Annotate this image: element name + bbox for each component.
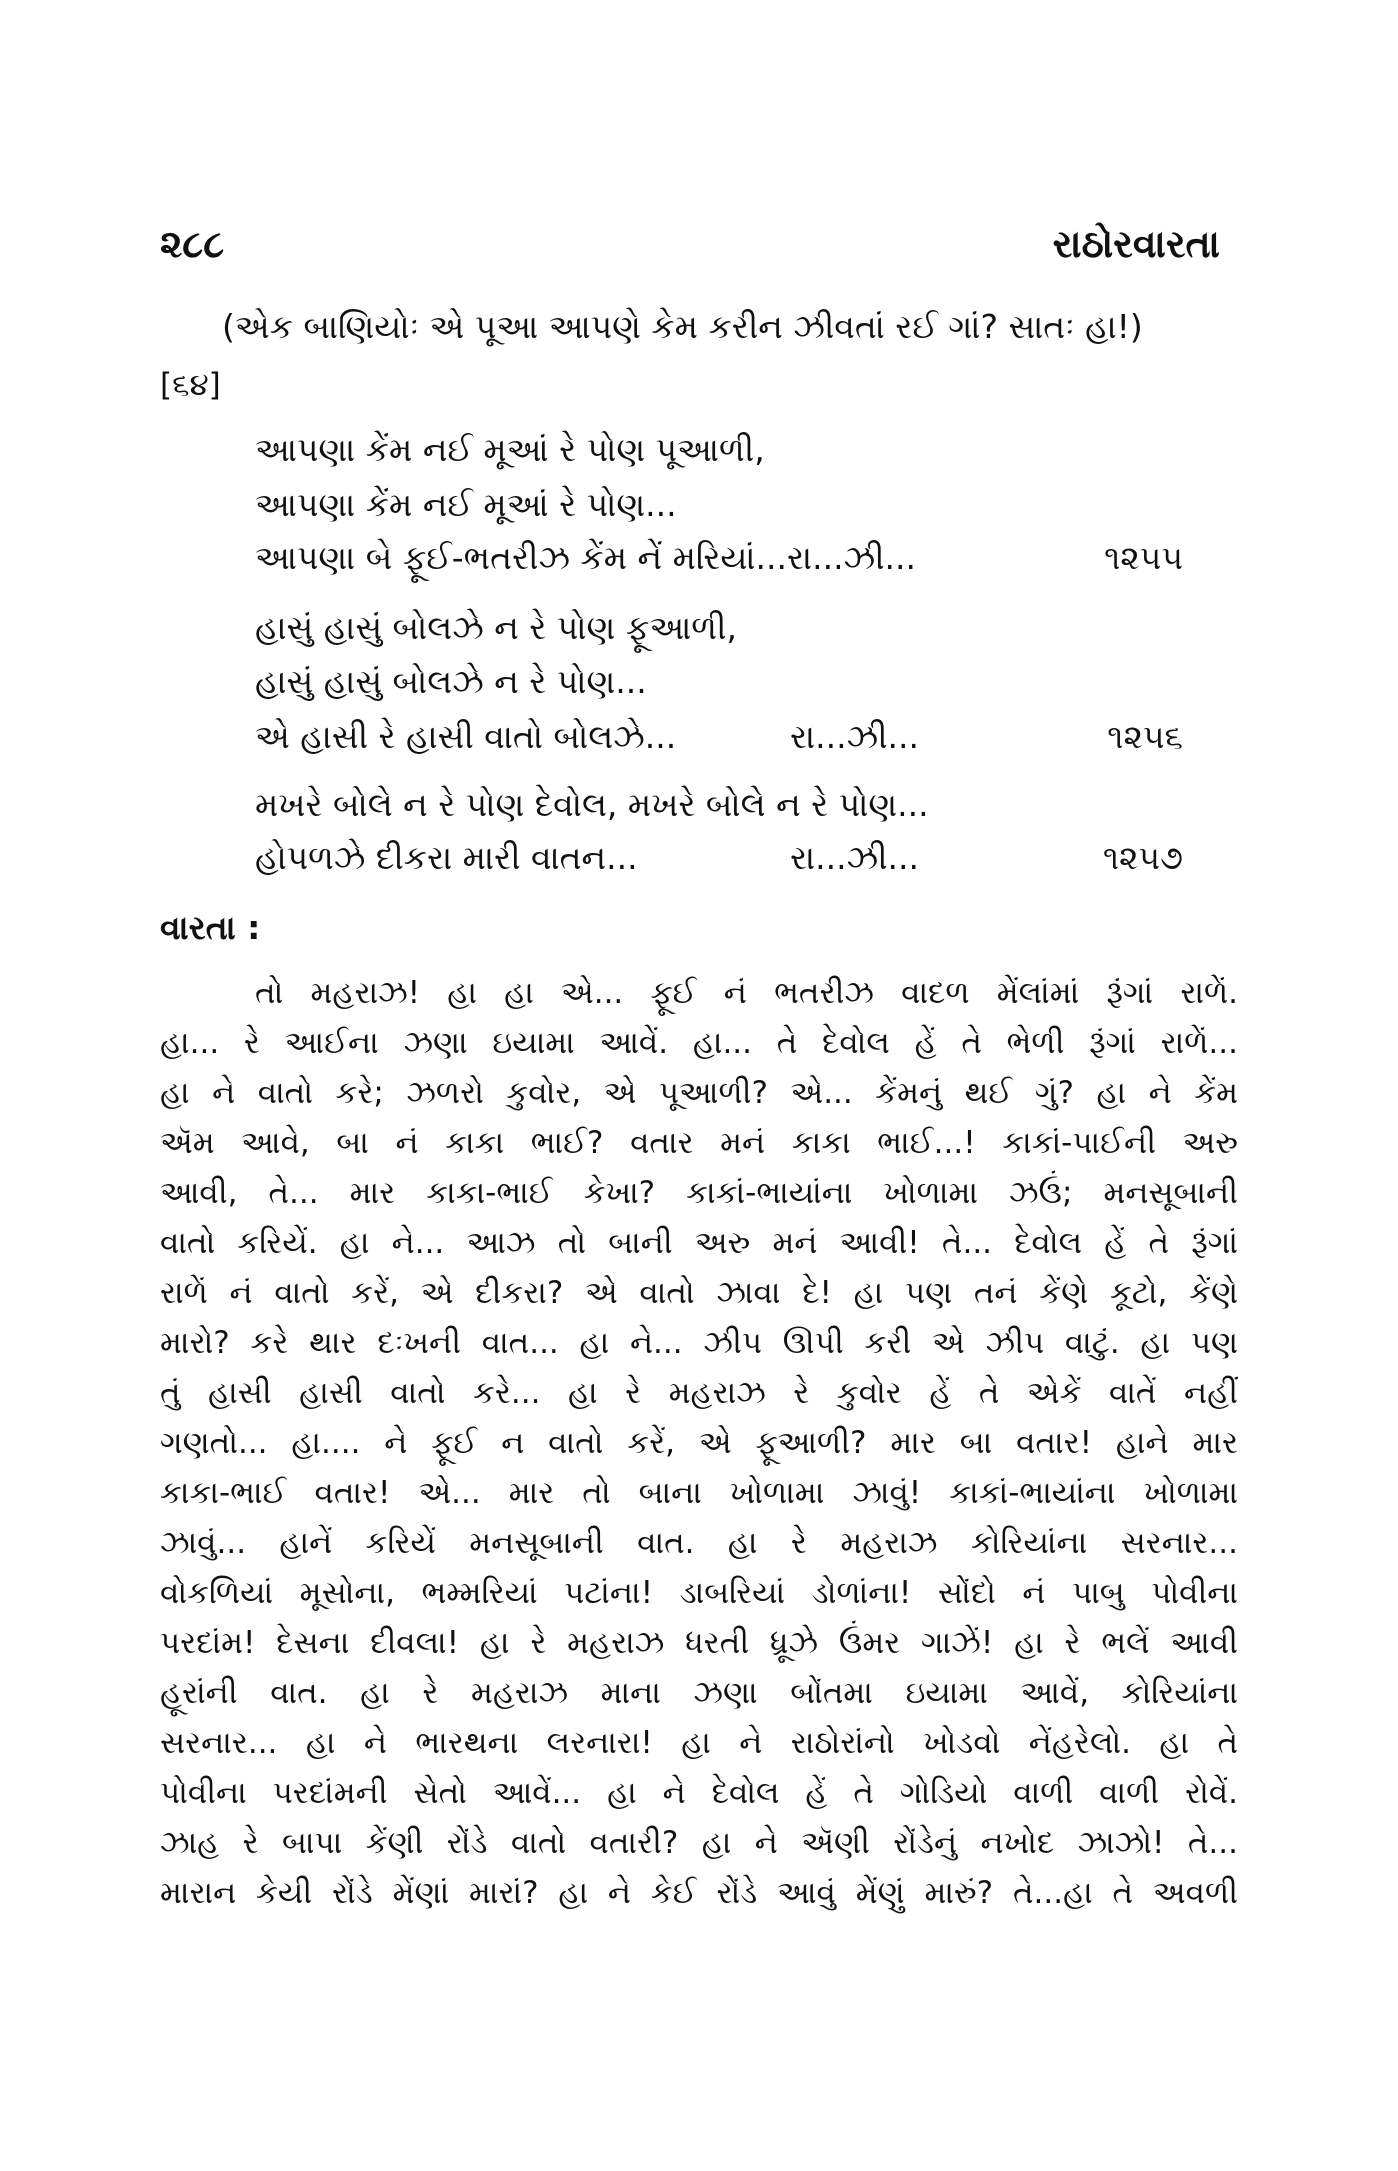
prose-line: ઝાહ રે બાપા કેંણી રોંડે વાતો વતારી? હા ને ઍણી રોંડેનું નખોદ ઝાઝો! તે... <box>160 1825 1238 1861</box>
prose-line: રાળેં નં વાતો કરેં, એ દીકરા? એ વાતો ઝાવા દે! હા પણ તનં કેંણે કૂટો, કેંણે <box>160 1275 1238 1311</box>
prose-line: ગણતો... હા.... ને ફૂઈ ન વાતો કરેં, એ ફૂઆળી? માર બા વતાર! હાને માર <box>160 1425 1238 1461</box>
verse-line: એ હાસી રે હાસી વાતો બોલઝે... <box>255 717 677 756</box>
verse-line: હોપળઝે દીકરા મારી વાતન... <box>255 838 638 877</box>
verse-line: આપણા કેંમ નઈ મૂઆં રે પોણ પૂઆળી, <box>255 430 765 469</box>
prose-line: પોવીના પરદાંમની સેતો આવેં... હા ને દેવોલ હેં તે ગોડિયો વાળી વાળી રોવેં. <box>160 1775 1238 1811</box>
running-title: રાઠોરવારતા <box>1052 222 1220 266</box>
prose-line: તો મહરાઝ! હા હા એ... ફૂઈ નં ભતરીઝ વાદળ મેંલાંમાં રૂંગાં રાળેં. <box>255 975 1238 1011</box>
prose-line: હા ને વાતો કરે; ઝળરો કુવોર, એ પૂઆળી? એ... કેંમનું થઈ ગું? હા ને કેંમ <box>160 1075 1238 1111</box>
verse-line: મખરે બોલે ન રે પોણ દેવોલ, મખરે બોલે ન રે પોણ... <box>255 785 929 824</box>
prose-line: પરદાંમ! દેસના દીવલા! હા રે મહરાઝ ધરતી ધ્રૂઝે ઉંમર ગાઝેં! હા રે ભલેં આવી <box>160 1625 1238 1661</box>
verse-refrain: રા...ઝી... <box>790 838 920 877</box>
prose-line: ઍમ આવે, બા નં કાકા ભાઈ? વતાર મનં કાકા ભાઈ...! કાકાં-પાઈની અરુ <box>160 1125 1238 1161</box>
verse-line: હાસું હાસું બોલઝે ન રે પોણ... <box>255 662 647 701</box>
aside-dialogue: (એક બાણિયોઃ એ પૂઆ આપણે કેમ કરીન ઝીવતાં રઈ ગાં? સાતઃ હા!) <box>222 307 1143 346</box>
prose-line: મારાન કેયી રોંડે મેંણાં મારાં? હા ને કેઈ રોંડે આવું મેંણું મારું? તે...હા તે અવળી <box>160 1875 1238 1911</box>
verse-number: ૧૨૫૭ <box>1102 838 1183 877</box>
prose-line: સરનાર... હા ને ભારથના લરનારા! હા ને રાઠોરાંનો ખોડવો નેંહરેલો. હા તે <box>160 1725 1238 1761</box>
verse-number: ૧૨૫૫ <box>1104 538 1183 577</box>
prose-line: કાકા-ભાઈ વતાર! એ... માર તો બાના ખોળામા ઝાવું! કાકાં-ભાયાંના ખોળામા <box>160 1475 1238 1511</box>
section-heading: વારતા : <box>160 908 261 947</box>
prose-line: વોકળિયાં મૂસોના, ભમ્મરિયાં પટાંના! ડાબરિયાં ડોળાંના! સોંદો નં પાબુ પોવીના <box>160 1575 1238 1611</box>
prose-line: હા... રે આઈના ઝણા ઇયામા આવેં. હા... તે દેવોલ હેં તે ભેળી રૂંગાં રાળેં... <box>160 1025 1238 1061</box>
page-number: ૨૮૮ <box>160 222 225 266</box>
prose-line: ઝાવું... હાનેં કરિયેં મનસૂબાની વાત. હા રે મહરાઝ કોરિયાંના સરનાર... <box>160 1525 1238 1561</box>
prose-line: મારો? કરે થાર દઃખની વાત... હા ને... ઝીપ ઊપી કરી એ ઝીપ વાટું. હા પણ <box>160 1325 1238 1361</box>
verse-line: હાસું હાસું બોલઝે ન રે પોણ ફૂઆળી, <box>255 608 737 647</box>
prose-line: વાતો કરિયેં. હા ને... આઝ તો બાની અરુ મનં આવી! તે... દેવોલ હેં તે રૂંગાં <box>160 1225 1238 1261</box>
verse-line: આપણા બે ફૂઈ-ભતરીઝ કેંમ નેં મરિયાં...રા...ઝી... <box>255 538 916 577</box>
verse-line: આપણા કેંમ નઈ મૂઆં રે પોણ... <box>255 485 677 524</box>
prose-line: હૂરાંની વાત. હા રે મહરાઝ માના ઝણા બોંતમા ઇયામા આવેં, કોરિયાંના <box>160 1675 1238 1711</box>
verse-refrain: રા...ઝી... <box>790 717 920 756</box>
song-section-number: [૬૪] <box>160 367 221 403</box>
verse-number: ૧૨૫૬ <box>1107 717 1183 756</box>
prose-paragraph <box>160 968 1238 1918</box>
prose-line: આવી, તે... માર કાકા-ભાઈ કેખા? કાકાં-ભાયાંના ખોળામા ઝઉં; મનસૂબાની <box>160 1175 1238 1211</box>
prose-line: તું હાસી હાસી વાતો કરે... હા રે મહરાઝ રે કુવોર હેં તે એકેં વાતેં નહીં <box>160 1375 1238 1411</box>
